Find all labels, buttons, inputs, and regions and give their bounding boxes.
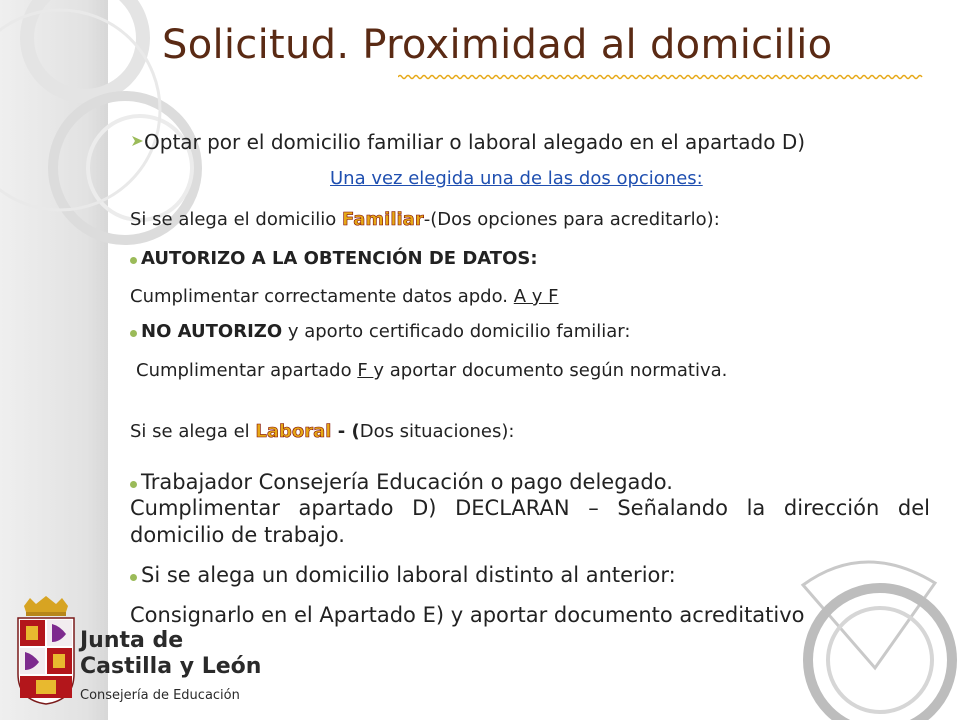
familiar-line: [130, 209, 720, 230]
trabajador-text: Trabajador Consejería Educación o pago delegado.: [141, 470, 673, 494]
no-autorizo-line: [141, 321, 630, 342]
distinto-text: Si se alega un domicilio laboral distinto al anterior:: [141, 563, 676, 587]
cumplimentar-f-prefix: Cumplimentar apartado: [136, 360, 358, 381]
coat-of-arms-logo: [14, 596, 78, 706]
autorizo-text: AUTORIZO A LA OBTENCIÓN DE DATOS:: [141, 248, 538, 269]
bullet-dot: [130, 481, 137, 488]
apartado-f: F: [357, 360, 374, 381]
familiar-suffix: -(Dos opciones para acreditarlo):: [423, 209, 720, 230]
familiar-prefix: Si se alega el domicilio: [130, 209, 343, 230]
no-autorizo-text: y aporto certificado domicilio familiar:: [282, 321, 631, 342]
cumplimentar-f-suffix: y aportar documento según normativa.: [373, 360, 728, 381]
consignarlo-text: Consignarlo en el Apartado E) y aportar documento acreditativo: [130, 603, 805, 627]
no-autorizo-bold: NO AUTORIZO: [141, 321, 283, 342]
title-wavy-rule: [398, 74, 925, 80]
arrow-bullet-icon: [131, 134, 145, 148]
laboral-highlight: Laboral: [255, 421, 332, 442]
logo-line-1: Junta de: [80, 628, 184, 653]
cumplimentar-f-line: [136, 360, 727, 381]
laboral-dash: - (: [331, 421, 360, 442]
bullet-dot: [130, 574, 137, 581]
cumplimentar-datos-text: Cumplimentar correctamente datos apdo.: [130, 286, 514, 307]
laboral-line: [130, 421, 514, 442]
bullet-dot: [130, 257, 137, 264]
slide-title: Solicitud. Proximidad al domicilio: [162, 22, 833, 68]
bullet-dot: [130, 330, 137, 337]
cumplimentar-d-text: Cumplimentar apartado D) DECLARAN – Señalando la dirección del domicilio de trabajo.: [130, 496, 930, 547]
cumplimentar-datos-line: [130, 286, 559, 307]
familiar-highlight: Familiar: [342, 209, 424, 230]
laboral-suffix: Dos situaciones):: [359, 421, 515, 442]
laboral-prefix: Si se alega el: [130, 421, 256, 442]
logo-line-2: Castilla y León: [80, 654, 262, 679]
options-link[interactable]: Una vez elegida una de las dos opciones:: [330, 168, 703, 189]
logo-line-3: Consejería de Educación: [80, 688, 240, 703]
apdo-a-y-f: A y F: [513, 286, 559, 307]
intro-text: Optar por el domicilio familiar o laboral alegado en el apartado D): [144, 130, 806, 154]
